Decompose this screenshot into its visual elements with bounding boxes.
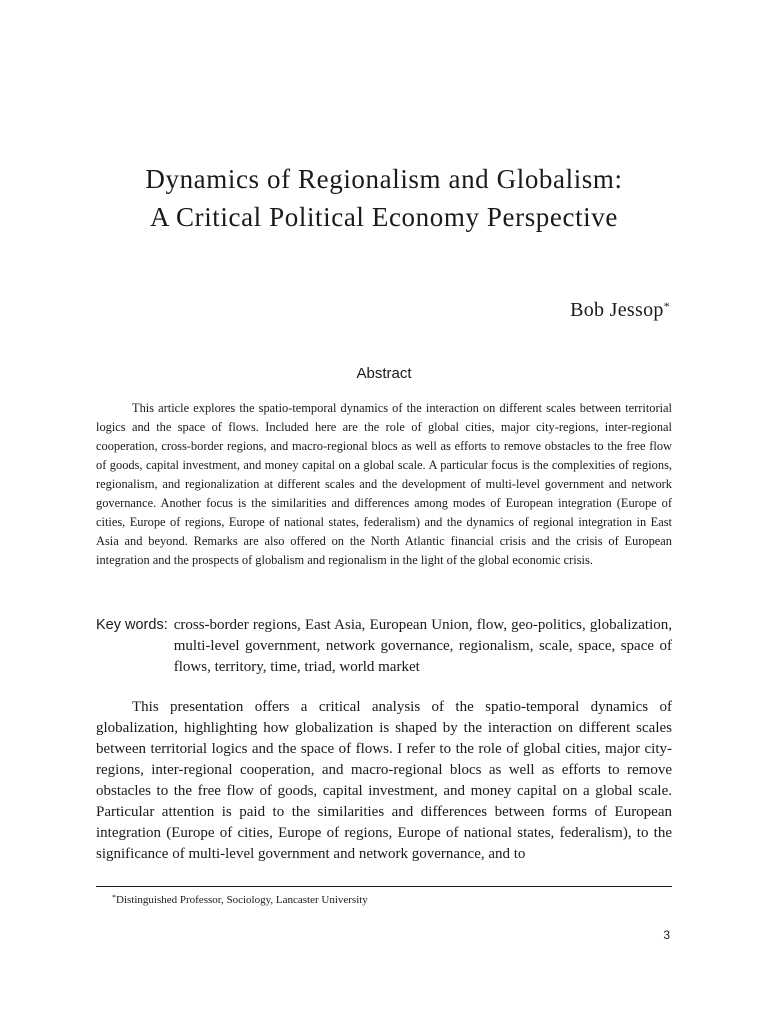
footnote-divider <box>96 886 672 887</box>
abstract-heading: Abstract <box>356 365 412 382</box>
page-number: 3 <box>663 928 670 942</box>
title-line-2: A Critical Political Economy Perspective <box>150 202 618 232</box>
footnote-text: Distinguished Professor, Sociology, Lancaster University <box>116 894 368 906</box>
keywords-list: cross-border regions, East Asia, European Union, flow, geo-politics, globalization, multi-level government, network governance, regionalism, scale, space, space of flows, territory, time, triad, world market <box>173 617 672 675</box>
abstract-body: This article explores the spatio-temporal dynamics of the interaction on different scales between territorial logics and the space of flows. Included here are the role of global cities, major city-regions, inter-regional cooperation, cross-border regions, and macro-regional blocs as well as efforts to remove obstacles to the free flow of goods, capital investment, and money capital on a global scale. A particular focus is the complexities of regions, regionalism, and regionalization at different scales and the development of multi-level government and network governance. Another focus is the similarities and differences among modes of European integration (Europe of cities, Europe of regions, Europe of national states, federalism) and the dynamics of regional integration in East Asia and beyond. Remarks are also offered on the North Atlantic financial crisis and the crisis of European integration and the prospects of globalism and regionalism in the light of the global economic crisis. <box>96 401 672 567</box>
author-byline <box>570 299 670 322</box>
author-footnote-marker: * <box>663 299 670 313</box>
keywords-label: Key words: <box>96 617 168 633</box>
footnote <box>112 891 368 907</box>
footnote-marker: * <box>112 893 116 902</box>
body-paragraph: This presentation offers a critical analysis of the spatio-temporal dynamics of globalization, highlighting how globalization is shaped by the interaction on different scales between territorial logics and the space of flows. I refer to the role of global cities, major city-regions, inter-regional cooperation, and macro-regional blocs as well as efforts to remove obstacles to the free flow of goods, capital investment, and money capital on a global scale. Particular attention is paid to the similarities and differences between forms of European integration (Europe of cities, Europe of regions, Europe of national states, federalism), to the significance of multi-level government and network governance, and to <box>96 699 672 862</box>
title-line-1: Dynamics of Regionalism and Globalism: <box>145 164 623 194</box>
keywords-block <box>96 615 672 678</box>
author-name: Bob Jessop <box>570 299 664 321</box>
